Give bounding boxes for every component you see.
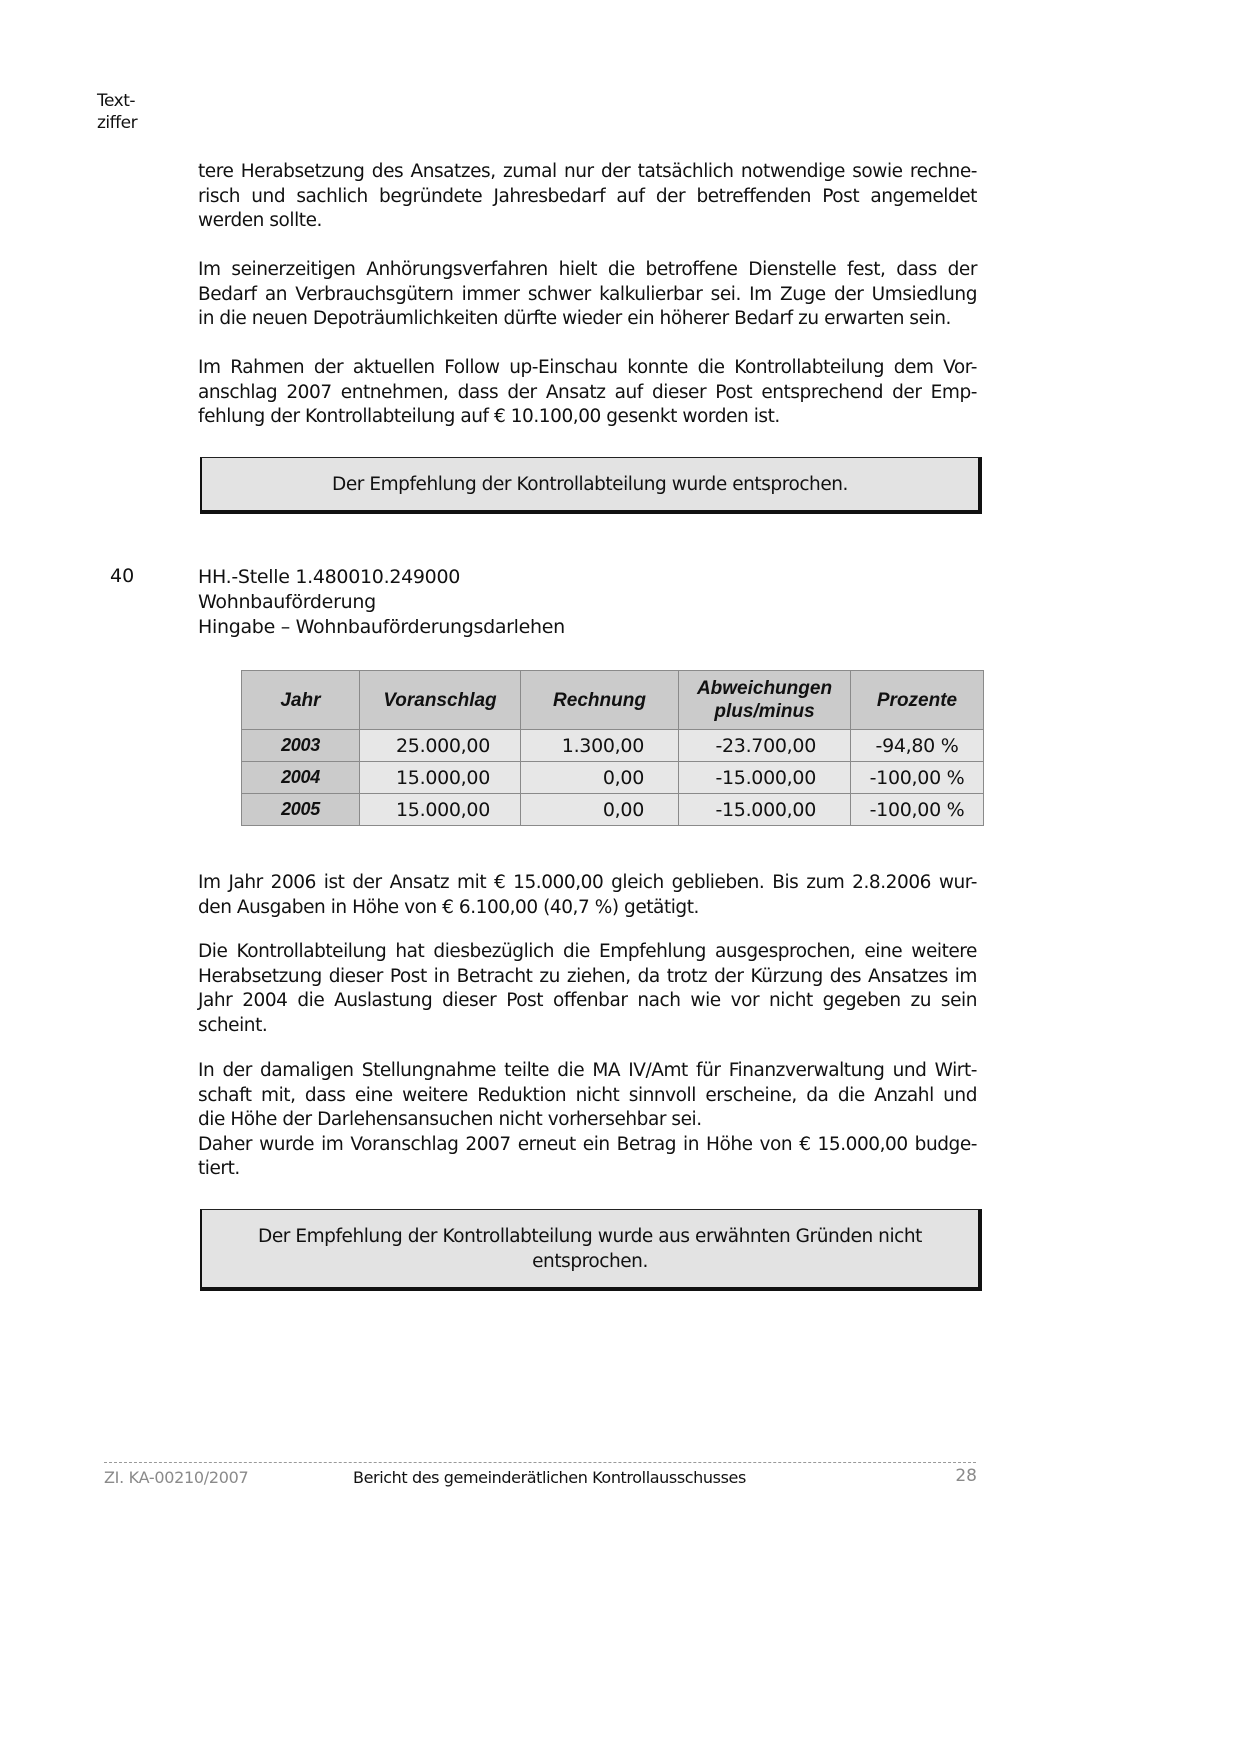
text-line: Daher wurde im Voranschlag 2007 erneut ein Betrag in Höhe von € 15.000,00 budge- bbox=[198, 1133, 977, 1155]
cell-estimate: 25.000,00 bbox=[360, 730, 521, 762]
text-line: Im seinerzeitigen Anhörungsverfahren hielt die betroffene Dienstelle fest, dass der bbox=[198, 259, 977, 280]
paragraph-recommendation bbox=[198, 940, 977, 1038]
text-line: risch und sachlich begründete Jahresbedarf auf der betreffenden Post angemeldet bbox=[198, 185, 977, 207]
footer-reference: ZI. KA-00210/2007 bbox=[104, 1468, 249, 1487]
text-line: In der damaligen Stellungnahme teilte die MA IV/Amt für Finanzverwaltung und Wirt- bbox=[198, 1060, 977, 1081]
text-line: Die Kontrollabteilung hat diesbezüglich die Empfehlung ausgesprochen, eine weitere bbox=[198, 941, 977, 962]
column-header-estimate: Voranschlag bbox=[360, 671, 521, 730]
budget-comparison-table bbox=[241, 670, 984, 826]
budget-line-id: HH.-Stelle 1.480010.249000 bbox=[198, 566, 461, 588]
page-number: 28 bbox=[955, 1466, 977, 1486]
textziffer-margin-label bbox=[97, 90, 137, 134]
cell-percent: -94,80 % bbox=[851, 730, 984, 762]
paragraph-follow-up bbox=[198, 356, 977, 430]
text-line: Bedarf an Verbrauchsgütern immer schwer kalkulierbar sei. Im Zuge der Umsiedlung bbox=[198, 283, 977, 305]
cell-estimate: 15.000,00 bbox=[360, 794, 521, 826]
cell-percent: -100,00 % bbox=[851, 762, 984, 794]
column-header-actual: Rechnung bbox=[521, 671, 679, 730]
table-row bbox=[242, 730, 984, 762]
table-row bbox=[242, 794, 984, 826]
text-line: den Ausgaben in Höhe von € 6.100,00 (40,7 %) getätigt. bbox=[198, 896, 699, 918]
paragraph-continuation bbox=[198, 160, 977, 234]
text-line: werden sollte. bbox=[198, 210, 322, 232]
conclusion-text-line-2: entsprochen. bbox=[532, 1250, 648, 1272]
margin-label-line-1: Text- bbox=[97, 91, 136, 111]
header-line: Abweichungen bbox=[696, 678, 833, 699]
text-line: Im Rahmen der aktuellen Follow up-Einschau konnte die Kontrollabteilung dem Vor- bbox=[198, 357, 977, 378]
cell-year: 2003 bbox=[242, 730, 360, 762]
cell-actual: 0,00 bbox=[521, 762, 679, 794]
cell-year: 2005 bbox=[242, 794, 360, 826]
margin-label-line-2: ziffer bbox=[97, 113, 138, 133]
textziffer-number: 40 bbox=[110, 565, 135, 587]
footer-divider bbox=[104, 1462, 976, 1463]
table-header-row bbox=[242, 671, 984, 730]
text-line: fehlung der Kontrollabteilung auf € 10.100,00 gesenkt worden ist. bbox=[198, 406, 780, 428]
cell-deviation: -15.000,00 bbox=[679, 762, 851, 794]
cell-percent: -100,00 % bbox=[851, 794, 984, 826]
budget-line-description: Hingabe – Wohnbauförderungsdarlehen bbox=[198, 616, 565, 638]
text-line: in die neuen Depoträumlichkeiten dürfte wieder ein höherer Bedarf zu erwarten sein. bbox=[198, 308, 951, 330]
cell-year: 2004 bbox=[242, 762, 360, 794]
text-line: scheint. bbox=[198, 1014, 268, 1036]
conclusion-text-line-1: Der Empfehlung der Kontrollabteilung wurde aus erwähnten Gründen nicht bbox=[258, 1225, 922, 1247]
cell-deviation: -23.700,00 bbox=[679, 730, 851, 762]
cell-deviation: -15.000,00 bbox=[679, 794, 851, 826]
column-header-deviation bbox=[679, 671, 851, 730]
paragraph-2006-status bbox=[198, 871, 977, 920]
text-line: die Höhe der Darlehensansuchen nicht vorhersehbar sei. bbox=[198, 1109, 702, 1131]
paragraph-statement bbox=[198, 1059, 977, 1182]
text-line: anschlag 2007 entnehmen, dass der Ansatz auf dieser Post entsprechend der Emp- bbox=[198, 381, 977, 403]
text-line: Herabsetzung dieser Post in Betracht zu ziehen, da trotz der Kürzung des Ansatzes im bbox=[198, 965, 977, 987]
column-header-percent: Prozente bbox=[851, 671, 984, 730]
text-line: schaft mit, dass eine weitere Reduktion nicht sinnvoll erscheine, da die Anzahl und bbox=[198, 1084, 977, 1106]
paragraph-hearing-procedure bbox=[198, 258, 977, 332]
cell-actual: 0,00 bbox=[521, 794, 679, 826]
cell-actual: 1.300,00 bbox=[521, 730, 679, 762]
table-row bbox=[242, 762, 984, 794]
section-heading bbox=[198, 565, 565, 640]
conclusion-text: Der Empfehlung der Kontrollabteilung wurde entsprochen. bbox=[332, 473, 848, 495]
conclusion-box-rejected bbox=[200, 1209, 982, 1291]
text-line: tere Herabsetzung des Ansatzes, zumal nur der tatsächlich notwendige sowie rechne- bbox=[198, 161, 977, 182]
conclusion-box-accepted bbox=[200, 457, 982, 514]
header-line: plus/minus bbox=[714, 701, 815, 722]
column-header-year: Jahr bbox=[242, 671, 360, 730]
budget-line-category: Wohnbauförderung bbox=[198, 591, 376, 613]
cell-estimate: 15.000,00 bbox=[360, 762, 521, 794]
text-line: tiert. bbox=[198, 1158, 240, 1180]
footer-report-title: Bericht des gemeinderätlichen Kontrollausschusses bbox=[353, 1468, 746, 1487]
text-line: Jahr 2004 die Auslastung dieser Post offenbar nach wie vor nicht gegeben zu sein bbox=[198, 990, 977, 1012]
text-line: Im Jahr 2006 ist der Ansatz mit € 15.000,00 gleich geblieben. Bis zum 2.8.2006 wur- bbox=[198, 872, 977, 893]
